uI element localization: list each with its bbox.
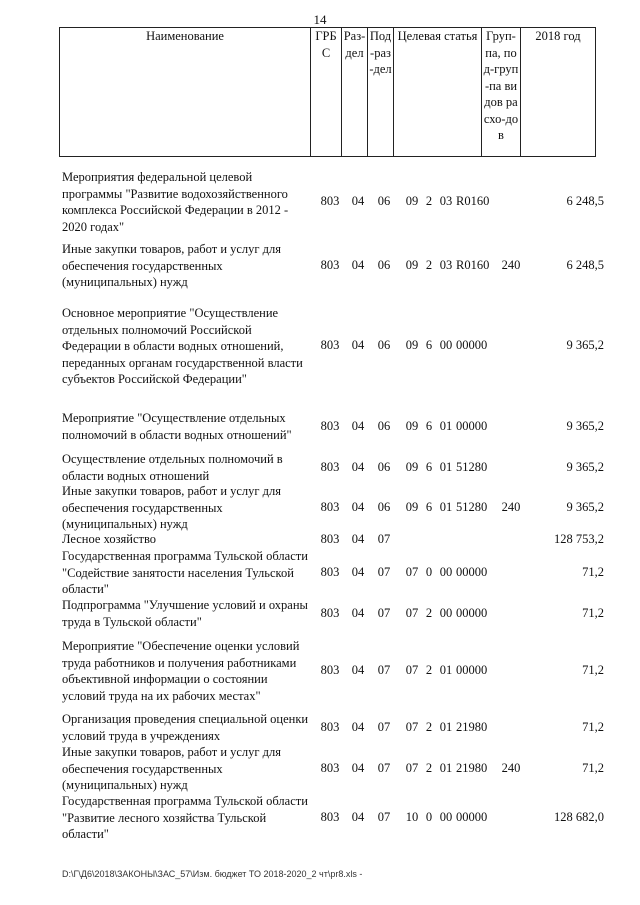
header-podrazdel: Под-раз-дел: [368, 28, 394, 157]
row-grbs: 803: [320, 460, 340, 474]
row-podrazdel: 07: [377, 532, 391, 546]
row-podrazdel: 07: [377, 810, 391, 824]
row-target-program: 10: [405, 810, 419, 824]
row-target-subprogram: 2: [425, 194, 433, 208]
row-target-event: 03: [439, 194, 453, 208]
row-expense-group: 240: [501, 500, 521, 514]
row-target-direction: 00000: [456, 419, 488, 433]
row-target-direction: 00000: [456, 810, 488, 824]
row-razdel: 04: [351, 338, 365, 352]
row-name: Подпрограмма "Улучшение условий и охраны труда в Тульской области": [62, 598, 308, 629]
row-target-subprogram: 2: [425, 720, 433, 734]
header-expense-group: Груп-па, под-груп-па видов расхо-дов: [482, 28, 521, 157]
row-grbs: 803: [320, 258, 340, 272]
row-target-event: 01: [439, 500, 453, 514]
row-target-program: 09: [405, 419, 419, 433]
header-razdel: Раз-дел: [342, 28, 368, 157]
row-target-direction: 00000: [456, 338, 488, 352]
header-name: Наименование: [60, 28, 311, 157]
row-target-event: 00: [439, 810, 453, 824]
row-target-direction: 21980: [456, 761, 488, 775]
row-razdel: 04: [351, 194, 365, 208]
row-razdel: 04: [351, 258, 365, 272]
row-target-event: 01: [439, 419, 453, 433]
row-name: Государственная программа Тульской области "Развитие лесного хозяйства Тульской области": [62, 794, 308, 841]
row-name: Государственная программа Тульской области "Содействие занятости населения Тульской области": [62, 549, 308, 596]
row-amount: 128 753,2: [554, 532, 604, 546]
row-grbs: 803: [320, 810, 340, 824]
row-razdel: 04: [351, 663, 365, 677]
row-target-program: 07: [405, 565, 419, 579]
row-target-subprogram: 6: [425, 338, 433, 352]
file-path-footer: D:\Г\Д6\2018\ЗАКОНЫ\ЗАС_57\Изм. бюджет ТО 2018-2020_2 чт\pr8.xls -: [62, 869, 363, 879]
row-razdel: 04: [351, 419, 365, 433]
header-grbs: ГРБС: [311, 28, 342, 157]
row-amount: 9 365,2: [566, 338, 604, 352]
row-razdel: 04: [351, 810, 365, 824]
row-grbs: 803: [320, 532, 340, 546]
row-name: Мероприятие "Осуществление отдельных полномочий в области водных отношений": [62, 411, 292, 442]
row-grbs: 803: [320, 419, 340, 433]
row-grbs: 803: [320, 761, 340, 775]
row-amount: 71,2: [582, 565, 604, 579]
row-target-program: 09: [405, 338, 419, 352]
row-grbs: 803: [320, 338, 340, 352]
row-podrazdel: 07: [377, 663, 391, 677]
header-amount-2018: 2018 год: [521, 28, 596, 157]
row-target-program: 09: [405, 194, 419, 208]
header-target-article: Целевая статья: [394, 28, 482, 157]
row-target-program: 07: [405, 663, 419, 677]
row-target-direction: R0160: [456, 194, 490, 208]
row-podrazdel: 06: [377, 194, 391, 208]
row-target-subprogram: 6: [425, 500, 433, 514]
row-grbs: 803: [320, 663, 340, 677]
row-amount: 9 365,2: [566, 500, 604, 514]
row-amount: 128 682,0: [554, 810, 604, 824]
row-razdel: 04: [351, 720, 365, 734]
row-target-program: 09: [405, 500, 419, 514]
row-target-event: 00: [439, 565, 453, 579]
row-target-subprogram: 2: [425, 663, 433, 677]
row-target-program: 09: [405, 460, 419, 474]
row-podrazdel: 07: [377, 565, 391, 579]
row-target-direction: 51280: [456, 500, 488, 514]
row-grbs: 803: [320, 606, 340, 620]
row-podrazdel: 06: [377, 460, 391, 474]
row-podrazdel: 07: [377, 761, 391, 775]
row-name: Организация проведения специальной оценки условий труда в учреждениях: [62, 712, 309, 743]
row-grbs: 803: [320, 720, 340, 734]
row-amount: 9 365,2: [566, 419, 604, 433]
row-name: Иные закупки товаров, работ и услуг для обеспечения государственных (муниципальных) нужд: [62, 745, 282, 792]
row-target-direction: R0160: [456, 258, 490, 272]
row-name: Мероприятия федеральной целевой программы "Развитие водохозяйственного комплекса Российской Федерации в 2012 - 2020 годах": [62, 170, 289, 234]
row-target-subprogram: 6: [425, 460, 433, 474]
row-target-subprogram: 2: [425, 606, 433, 620]
row-target-event: 01: [439, 460, 453, 474]
row-target-program: 07: [405, 606, 419, 620]
row-target-event: 00: [439, 338, 453, 352]
row-target-direction: 00000: [456, 663, 488, 677]
row-podrazdel: 07: [377, 606, 391, 620]
row-target-event: 01: [439, 720, 453, 734]
row-name: Осуществление отдельных полномочий в области водных отношений: [62, 452, 283, 483]
row-podrazdel: 06: [377, 338, 391, 352]
row-expense-group: 240: [501, 761, 521, 775]
row-amount: 9 365,2: [566, 460, 604, 474]
row-target-subprogram: 0: [425, 810, 433, 824]
row-amount: 71,2: [582, 761, 604, 775]
row-razdel: 04: [351, 565, 365, 579]
row-amount: 6 248,5: [566, 258, 604, 272]
row-target-direction: 00000: [456, 565, 488, 579]
row-name: Мероприятие "Обеспечение оценки условий труда работников и получения работниками объективной информации о состоянии условий труда на их рабочих местах": [62, 639, 300, 703]
row-target-program: 07: [405, 761, 419, 775]
row-name: Лесное хозяйство: [62, 532, 157, 546]
row-expense-group: 240: [501, 258, 521, 272]
row-target-event: 01: [439, 761, 453, 775]
row-target-direction: 00000: [456, 606, 488, 620]
row-amount: 6 248,5: [566, 194, 604, 208]
row-podrazdel: 06: [377, 419, 391, 433]
row-target-direction: 21980: [456, 720, 488, 734]
row-target-event: 01: [439, 663, 453, 677]
row-target-direction: 51280: [456, 460, 488, 474]
row-target-subprogram: 2: [425, 761, 433, 775]
row-target-program: 07: [405, 720, 419, 734]
row-razdel: 04: [351, 532, 365, 546]
row-target-event: 00: [439, 606, 453, 620]
row-target-subprogram: 2: [425, 258, 433, 272]
row-razdel: 04: [351, 500, 365, 514]
row-podrazdel: 07: [377, 720, 391, 734]
row-amount: 71,2: [582, 606, 604, 620]
row-name: Иные закупки товаров, работ и услуг для обеспечения государственных (муниципальных) нужд: [62, 242, 282, 289]
row-razdel: 04: [351, 761, 365, 775]
row-amount: 71,2: [582, 663, 604, 677]
page-number: 14: [313, 12, 327, 27]
row-name: Основное мероприятие "Осуществление отдельных полномочий Российской Федерации в области водных отношений, переданных органам государственной власти субъектов Российской Федерации": [62, 306, 303, 386]
row-target-subprogram: 0: [425, 565, 433, 579]
row-podrazdel: 06: [377, 500, 391, 514]
row-target-subprogram: 6: [425, 419, 433, 433]
row-razdel: 04: [351, 606, 365, 620]
row-grbs: 803: [320, 565, 340, 579]
row-podrazdel: 06: [377, 258, 391, 272]
row-grbs: 803: [320, 194, 340, 208]
row-name: Иные закупки товаров, работ и услуг для обеспечения государственных (муниципальных) нужд: [62, 484, 282, 531]
row-razdel: 04: [351, 460, 365, 474]
row-target-event: 03: [439, 258, 453, 272]
row-grbs: 803: [320, 500, 340, 514]
row-amount: 71,2: [582, 720, 604, 734]
row-target-program: 09: [405, 258, 419, 272]
